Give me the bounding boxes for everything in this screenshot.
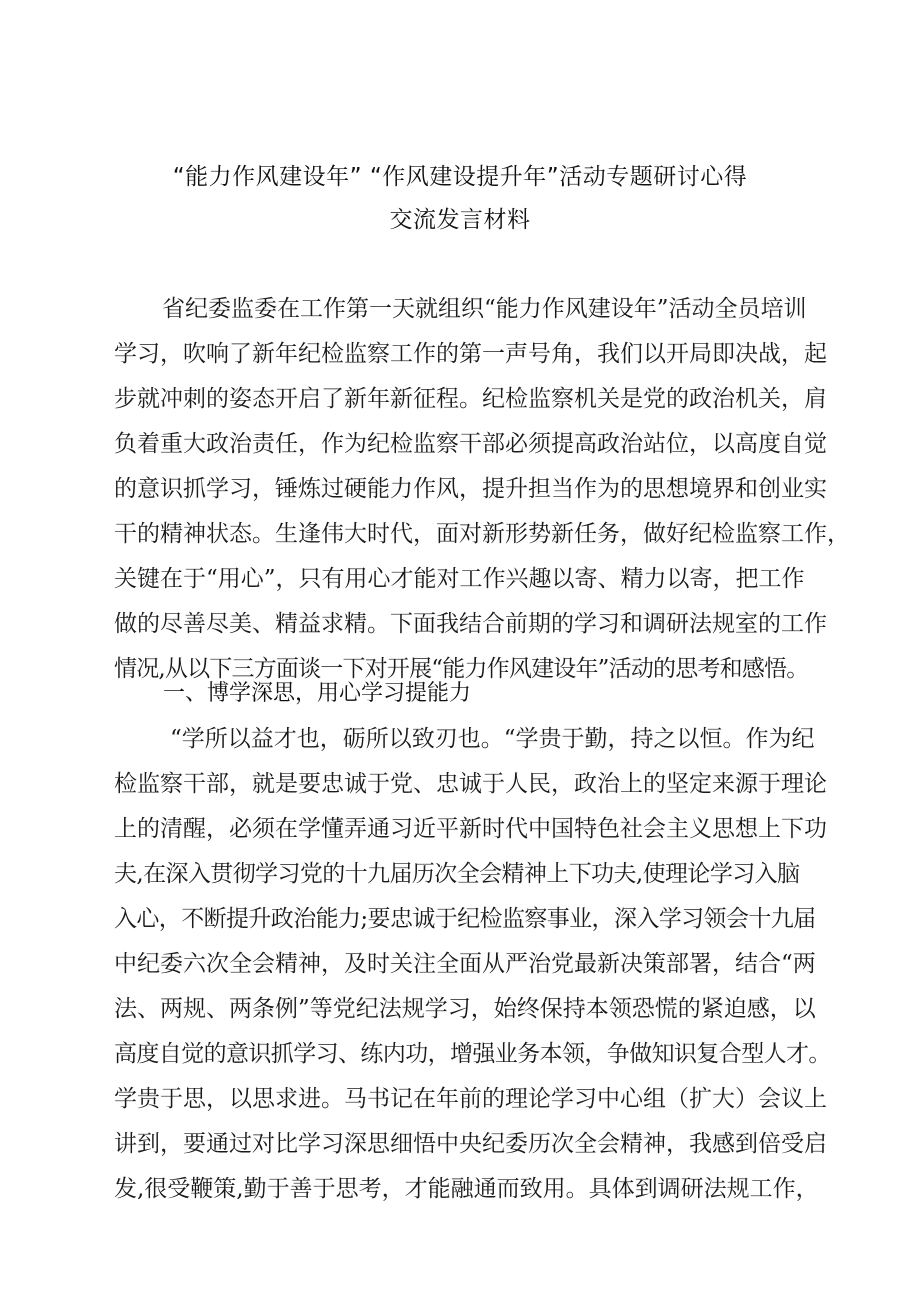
paragraph-line: “学所以益才也，砺所以致刃也。“学贵于勤，持之以恒。作为纪 bbox=[170, 726, 815, 752]
paragraph-line: 检监察干部，就是要忠诚于党、忠诚于人民，政治上的坚定来源于理论 bbox=[114, 771, 827, 797]
paragraph-line: 干的精神状态。生逢伟大时代，面对新形势新任务，做好纪检监察工作， bbox=[114, 521, 850, 547]
paragraph-line: 上的清醒，必须在学懂弄通习近平新时代中国特色社会主义思想上下功 bbox=[114, 816, 827, 842]
paragraph-line: 的意识抓学习，锤炼过硬能力作风，提升担当作为的思想境界和创业实 bbox=[114, 476, 827, 502]
paragraph-line: 学习，吹响了新年纪检监察工作的第一声号角，我们以开局即决战，起 bbox=[114, 341, 827, 367]
paragraph-line: 高度自觉的意识抓学习、练内功，增强业务本领，争做知识复合型人才。 bbox=[114, 1041, 831, 1067]
paragraph-line: 做的尽善尽美、精益求精。下面我结合前期的学习和调研法规室的工作 bbox=[114, 611, 827, 637]
document-title-line-2: 交流发言材料 bbox=[389, 207, 531, 233]
paragraph-line: 情况,从以下三方面谈一下对开展“能力作风建设年”活动的思考和感悟。 bbox=[114, 656, 809, 682]
paragraph-line: 讲到，要通过对比学习深思细悟中央纪委历次全会精神，我感到倍受启 bbox=[114, 1131, 827, 1157]
paragraph-line: 省纪委监委在工作第一天就组织“能力作风建设年”活动全员培训 bbox=[162, 296, 807, 322]
paragraph-line: 夫,在深入贯彻学习党的十九届历次全会精神上下功夫,使理论学习入脑 bbox=[114, 861, 800, 887]
paragraph-line: 负着重大政治责任，作为纪检监察干部必须提高政治站位，以高度自觉 bbox=[114, 431, 827, 457]
paragraph-line: 学贵于思，以思求进。马书记在年前的理论学习中心组（扩大）会议上 bbox=[114, 1086, 827, 1112]
paragraph-line: 法、两规、两条例”等党纪法规学习，始终保持本领恐慌的紧迫感，以 bbox=[114, 996, 816, 1022]
paragraph-line: 中纪委六次全会精神，及时关注全面从严治党最新决策部署，结合“两 bbox=[114, 951, 816, 977]
paragraph-line: 关键在于“用心”，只有用心才能对工作兴趣以寄、精力以寄，把工作 bbox=[114, 566, 805, 592]
section-heading-1: 一、博学深思，用心学习提能力 bbox=[163, 681, 472, 706]
paragraph-line: 步就冲刺的姿态开启了新年新征程。纪检监察机关是党的政治机关，肩 bbox=[114, 386, 827, 412]
paragraph-line: 发,很受鞭策,勤于善于思考，才能融通而致用。具体到调研法规工作， bbox=[114, 1176, 819, 1202]
paragraph-line: 入心，不断提升政治能力;要忠诚于纪检监察事业，深入学习领会十九届 bbox=[114, 906, 816, 932]
document-title-line-1: “能力作风建设年” “作风建设提升年”活动专题研讨心得 bbox=[172, 164, 748, 190]
